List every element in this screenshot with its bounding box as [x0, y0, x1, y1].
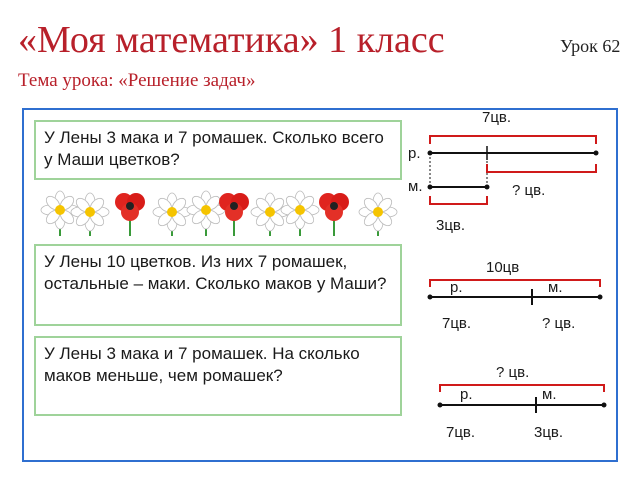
diagram-1-top-bracket [430, 136, 596, 144]
task-3: У Лены 3 мака и 7 ромашек. На сколько маков меньше, чем ромашек? [34, 336, 402, 416]
daisy-icon [359, 193, 397, 236]
diagram-3 [438, 364, 607, 441]
diagram-2-part-r: 7цв. [442, 315, 472, 332]
diagram-1-label-r: р. [408, 145, 421, 162]
daisy-icon [71, 193, 109, 236]
segment-diagrams [400, 100, 618, 460]
diagram-1-label-m: м. [408, 178, 423, 195]
daisy-icon [153, 193, 191, 236]
diagram-2 [428, 259, 603, 332]
poppy-icon [115, 193, 145, 236]
diagram-3-label-r: р. [460, 386, 473, 403]
diagram-3-question-label: ? цв. [496, 364, 530, 381]
page-title: «Моя математика» 1 класс [18, 19, 445, 61]
diagram-2-total-label: 10цв [486, 259, 520, 276]
task-1: У Лены 3 мака и 7 ромашек. Сколько всего у Маши цветков? [34, 120, 402, 180]
daisy-icon [251, 193, 289, 236]
diagram-1-part-label: 3цв. [436, 217, 466, 234]
diagram-3-part-r: 7цв. [446, 424, 476, 441]
flowers-row [38, 186, 406, 238]
diagram-3-label-m: м. [542, 386, 557, 403]
daisy-icon [187, 191, 225, 236]
poppy-icon [319, 193, 349, 236]
diagram-2-label-m: м. [548, 279, 563, 296]
diagram-1-question-bracket [487, 164, 596, 172]
diagram-1-total-label: 7цв. [482, 109, 512, 126]
lesson-number: Урок 62 [560, 36, 621, 56]
lesson-topic: Тема урока: «Решение задач» [18, 70, 256, 91]
poppy-icon [219, 193, 249, 236]
diagram-2-label-r: р. [450, 279, 463, 296]
daisy-icon [281, 191, 319, 236]
diagram-1-bottom-bracket [430, 196, 487, 204]
diagram-2-part-m: ? цв. [542, 315, 576, 332]
diagram-3-part-m: 3цв. [534, 424, 564, 441]
task-2: У Лены 10 цветков. Из них 7 ромашек, остальные – маки. Сколько маков у Маши? [34, 244, 402, 326]
diagram-1 [408, 109, 599, 234]
diagram-1-question-label: ? цв. [512, 182, 546, 199]
